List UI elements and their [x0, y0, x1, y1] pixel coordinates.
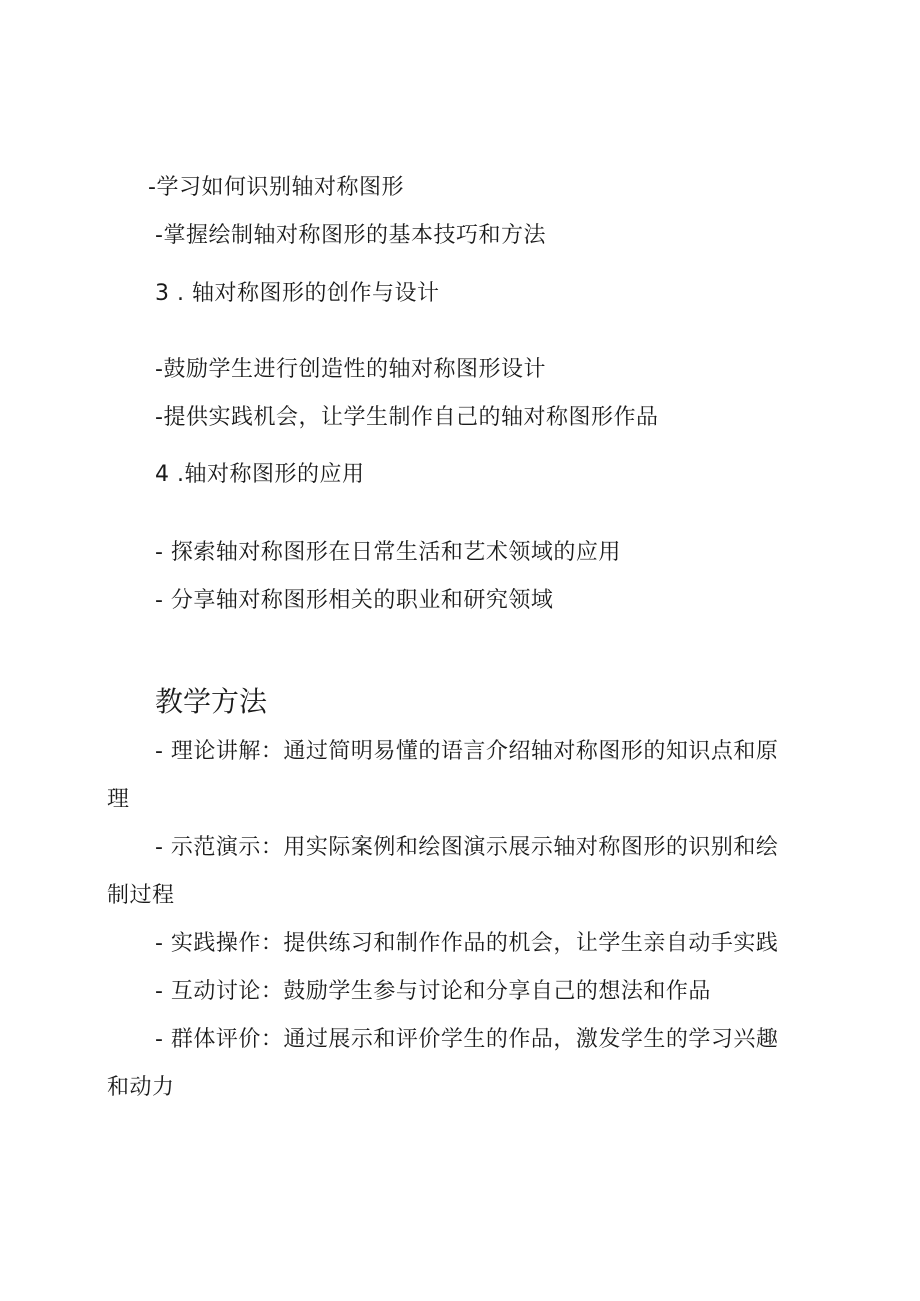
list-item: - 探索轴对称图形在日常生活和艺术领域的应用 — [155, 540, 621, 565]
list-item-continuation: 理 — [107, 787, 130, 812]
list-item: - 理论讲解：通过简明易懂的语言介绍轴对称图形的知识点和原 — [155, 739, 779, 764]
list-item-continuation: 制过程 — [107, 883, 175, 908]
list-item: -学习如何识别轴对称图形 — [148, 175, 404, 200]
list-item: -鼓励学生进行创造性的轴对称图形设计 — [155, 357, 546, 382]
page-title: 教学方法 — [155, 685, 268, 718]
section-heading: 3 . 轴对称图形的创作与设计 — [155, 281, 440, 306]
list-item: -掌握绘制轴对称图形的基本技巧和方法 — [155, 223, 546, 248]
list-item-continuation: 和动力 — [107, 1075, 175, 1100]
list-item: - 示范演示：用实际案例和绘图演示展示轴对称图形的识别和绘 — [155, 835, 779, 860]
list-item: - 实践操作：提供练习和制作作品的机会，让学生亲自动手实践 — [155, 931, 779, 956]
list-item: -提供实践机会，让学生制作自己的轴对称图形作品 — [155, 405, 659, 430]
list-item: - 群体评价：通过展示和评价学生的作品，激发学生的学习兴趣 — [155, 1027, 779, 1052]
list-item: - 互动讨论：鼓励学生参与讨论和分享自己的想法和作品 — [155, 979, 711, 1004]
list-item: - 分享轴对称图形相关的职业和研究领域 — [155, 588, 554, 613]
section-heading: 4 .轴对称图形的应用 — [155, 462, 365, 487]
